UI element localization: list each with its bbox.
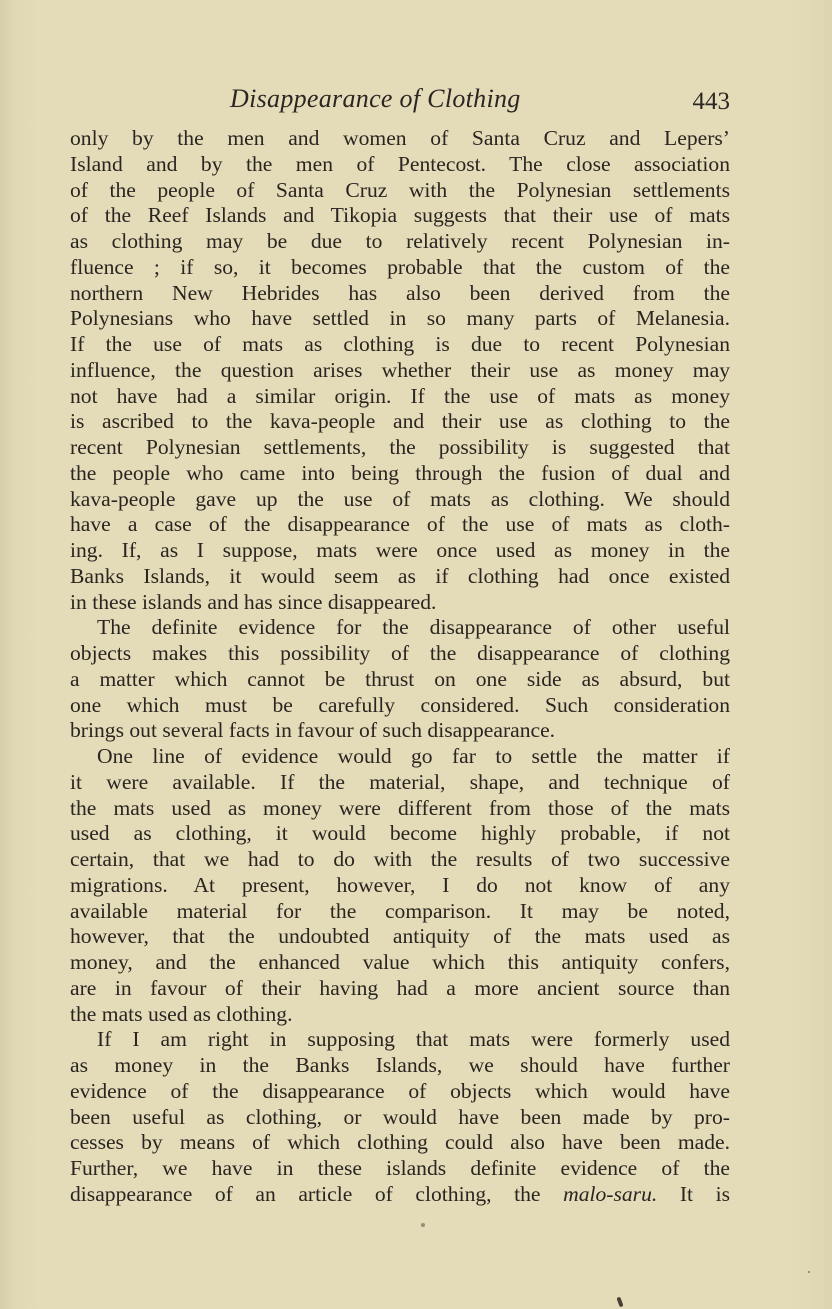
text-line: kava-people gave up the use of mats as clothing. We should bbox=[70, 486, 730, 511]
text-line: objects makes this possibility of the disappearance of clothing bbox=[70, 641, 730, 665]
text-segment: It is bbox=[657, 1181, 731, 1206]
book-page bbox=[70, 80, 730, 1208]
text-line: evidence of the disappearance of objects which would have bbox=[70, 1078, 730, 1103]
text-line: ing. If, as I suppose, mats were once used as money in the bbox=[70, 538, 730, 562]
body-text bbox=[70, 126, 730, 1208]
text-line: brings out several facts in favour of such disappearance. bbox=[70, 718, 556, 743]
text-line: northern New Hebrides has also been derived from the bbox=[70, 280, 730, 305]
text-line: Banks Islands, it would seem as if clothing had once existed bbox=[70, 563, 730, 588]
text-line: not have had a similar origin. If the use of mats as money bbox=[70, 383, 730, 408]
text-line: influence, the question arises whether their use as money may bbox=[70, 357, 730, 382]
text-line: Polynesians who have settled in so many parts of Melanesia. bbox=[70, 306, 730, 331]
scan-speck bbox=[421, 1223, 425, 1227]
text-line: of the people of Santa Cruz with the Polynesian settlements bbox=[70, 177, 730, 202]
text-line: migrations. At present, however, I do not know of any bbox=[70, 872, 730, 897]
text-line: as clothing may be due to relatively recent Polynesian in- bbox=[70, 229, 730, 253]
text-line: one which must be carefully considered. Such consideration bbox=[70, 692, 730, 717]
text-line: fluence ; if so, it becomes probable that the custom of the bbox=[70, 254, 730, 279]
text-line: a matter which cannot be thrust on one side as absurd, but bbox=[70, 666, 730, 691]
text-line: Island and by the men of Pentecost. The close association bbox=[70, 151, 730, 176]
text-line: is ascribed to the kava-people and their use as clothing to the bbox=[70, 409, 730, 434]
text-line: however, that the undoubted antiquity of the mats used as bbox=[70, 924, 730, 949]
text-line: cesses by means of which clothing could also have been made. bbox=[70, 1130, 730, 1155]
text-line: If I am right in supposing that mats were formerly used bbox=[97, 1027, 730, 1052]
text-line-final bbox=[70, 1182, 730, 1208]
text-line: Further, we have in these islands definite evidence of the bbox=[70, 1156, 730, 1180]
text-line: of the Reef Islands and Tikopia suggests that their use of mats bbox=[70, 203, 730, 228]
text-line: available material for the comparison. It may be noted, bbox=[70, 898, 730, 923]
italic-term: malo-saru. bbox=[563, 1181, 658, 1206]
text-line: If the use of mats as clothing is due to recent Polynesian bbox=[70, 332, 730, 356]
scan-speck bbox=[616, 1297, 623, 1308]
scan-speck bbox=[808, 1271, 810, 1273]
text-line: the people who came into being through the fusion of dual and bbox=[70, 460, 730, 485]
paragraph bbox=[70, 744, 730, 1027]
text-line: only by the men and women of Santa Cruz and Lepers’ bbox=[70, 126, 730, 150]
text-line: it were available. If the material, shape, and technique of bbox=[70, 769, 730, 794]
text-line: been useful as clothing, or would have been made by pro- bbox=[70, 1104, 730, 1129]
text-line: The definite evidence for the disappearance of other useful bbox=[97, 615, 730, 640]
text-line: the mats used as clothing. bbox=[70, 1001, 293, 1026]
running-title: Disappearance of Clothing bbox=[230, 84, 521, 113]
text-segment: disappearance of an article of clothing, the bbox=[70, 1181, 564, 1206]
text-line: money, and the enhanced value which this antiquity confers, bbox=[70, 950, 730, 974]
text-line: as money in the Banks Islands, we should have further bbox=[70, 1053, 730, 1077]
text-line: One line of evidence would go far to settle the matter if bbox=[97, 744, 730, 768]
text-line: recent Polynesian settlements, the possibility is suggested that bbox=[70, 435, 730, 459]
text-line: have a case of the disappearance of the use of mats as cloth- bbox=[70, 512, 730, 537]
paragraph bbox=[70, 126, 730, 615]
text-line: certain, that we had to do with the results of two successive bbox=[70, 847, 730, 871]
text-line: used as clothing, it would become highly probable, if not bbox=[70, 821, 730, 846]
text-line: are in favour of their having had a more ancient source than bbox=[70, 975, 730, 1000]
page-number: 443 bbox=[692, 88, 730, 115]
running-header bbox=[70, 80, 730, 124]
text-line: the mats used as money were different from those of the mats bbox=[70, 795, 730, 820]
paragraph bbox=[70, 1027, 730, 1207]
text-line: in these islands and has since disappeared. bbox=[70, 589, 437, 614]
paragraph bbox=[70, 615, 730, 744]
